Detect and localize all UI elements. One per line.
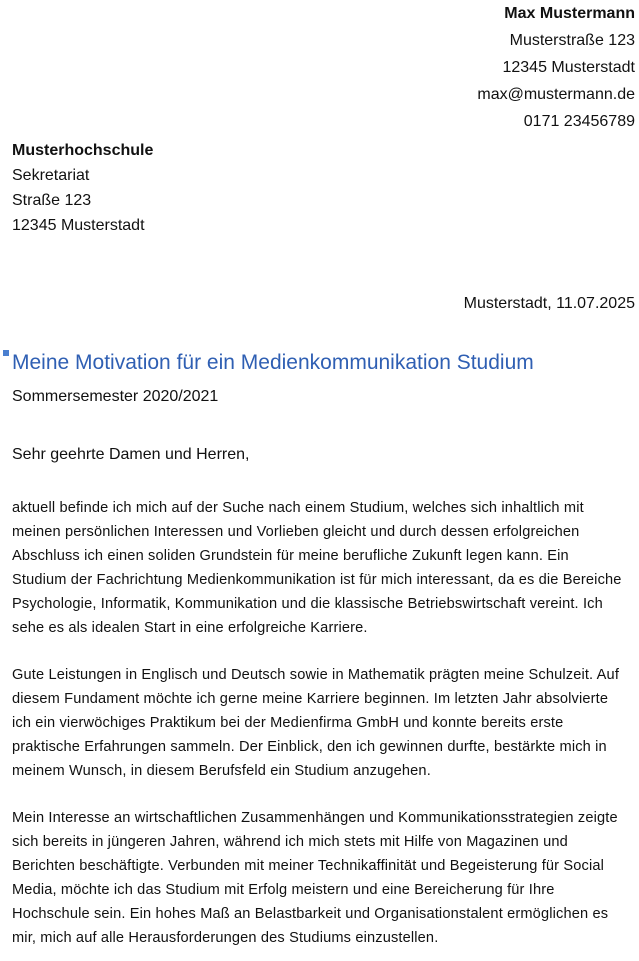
recipient-street: Straße 123 bbox=[12, 192, 92, 209]
body-paragraph: Gute Leistungen in Englisch und Deutsch sowie in Mathematik prägten meine Schulzeit. Auf diesem Fundament möchte ich gerne meine Karriere beginnen. Im letzten Jahr absolvierte ich ein vierwöchiges Praktikum bei der Medienfirma GmbH und konnte bereits erste praktische Erfahrungen sammeln. Der Einblick, den ich gewinnen durfte, bestärkte mich in meinem Wunsch, in diesem Berufsfeld ein Studium anzugehen. bbox=[12, 667, 620, 779]
date-line: Musterstadt, 11.07.2025 bbox=[463, 295, 635, 312]
recipient-department: Sekretariat bbox=[12, 167, 90, 184]
sender-city: 12345 Musterstadt bbox=[502, 59, 635, 76]
letter-heading: Meine Motivation für ein Medienkommunikation Studium bbox=[12, 351, 534, 374]
body-paragraph: Mein Interesse an wirtschaftlichen Zusammenhängen und Kommunikationsstrategien zeigte sich bereits in jüngeren Jahren, während ich mich stets mit Hilfe von Magazinen und Berichten beschäftigte. Verbunden mit meiner Technikaffinität und Begeisterung für Social Media, möchte ich das Studium mit Erfolg meistern und eine Bereicherung für Ihre Hochschule sein. Ein hohes Maß an Belastbarkeit und Organisationstalent ermöglichen es mir, mich auf alle Herausforderungen des Studiums einzustellen. bbox=[12, 810, 618, 946]
recipient-organization: Musterhochschule bbox=[12, 142, 154, 159]
sender-name: Max Mustermann bbox=[504, 5, 635, 22]
heading-marker-icon bbox=[3, 350, 9, 356]
body-paragraph: aktuell befinde ich mich auf der Suche nach einem Studium, welches sich inhaltlich mit meinen persönlichen Interessen und Vorlieben gleicht und durch dessen erfolgreichen Abschluss ich einen soliden Grundstein für meine berufliche Zukunft legen kann. Ein Studium der Fachrichtung Medienkommunikation ist für mich interessant, da es die Bereiche Psychologie, Informatik, Kommunikation und die klassische Betriebswirtschaft vereint. Ich sehe es als idealen Start in eine erfolgreiche Karriere. bbox=[12, 500, 622, 636]
letter-subheading: Sommersemester 2020/2021 bbox=[12, 388, 219, 405]
recipient-city: 12345 Musterstadt bbox=[12, 217, 145, 234]
sender-phone: 0171 23456789 bbox=[523, 113, 635, 130]
recipient-address-block bbox=[12, 138, 312, 238]
letter-body bbox=[12, 496, 624, 961]
sender-email: max@mustermann.de bbox=[477, 86, 635, 103]
sender-address-block bbox=[275, 0, 635, 135]
salutation: Sehr geehrte Damen und Herren, bbox=[12, 446, 250, 463]
sender-street: Musterstraße 123 bbox=[509, 32, 635, 49]
